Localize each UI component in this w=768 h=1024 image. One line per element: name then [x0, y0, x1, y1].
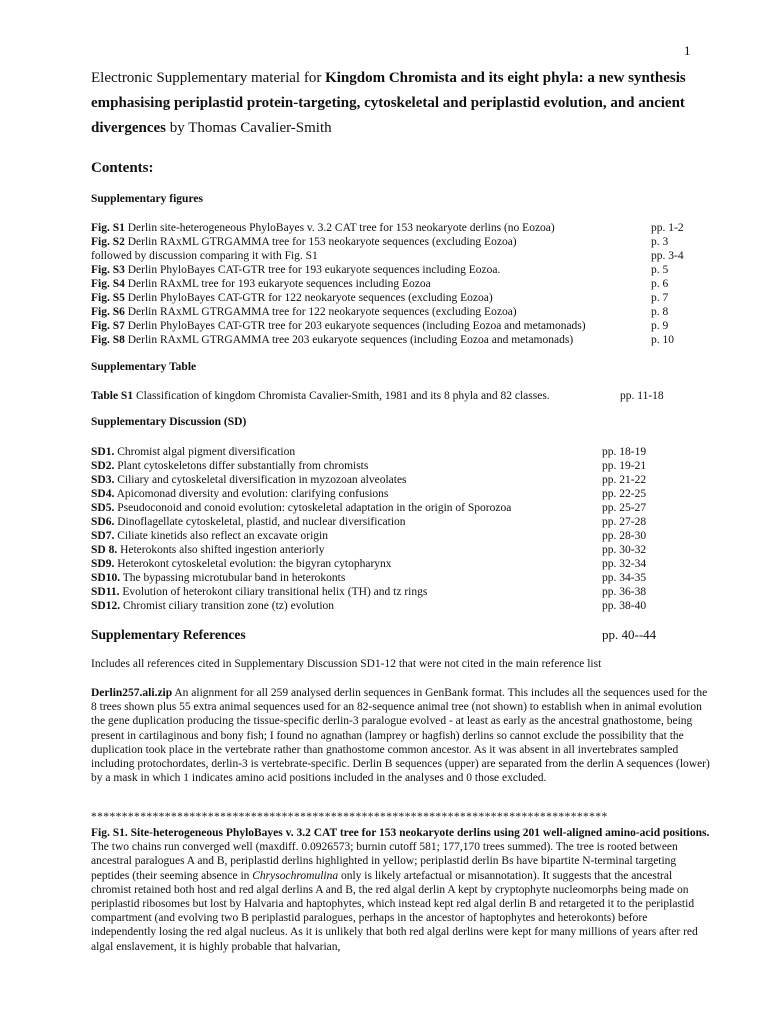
sd-list-pages: pp. 32-34 [602, 558, 647, 570]
sd-list-item: SD10. The bypassing microtubular band in heterokonts [91, 572, 346, 584]
supp-table-heading: Supplementary Table [91, 361, 197, 373]
derlin-alignment-paragraph [91, 686, 713, 785]
sd-list-pages: pp. 18-19 [602, 446, 647, 458]
fig-list-pages: p. 8 [651, 306, 669, 318]
sd-list-pages: pp. 36-38 [602, 586, 647, 598]
fig-list-item: Fig. S7 Derlin PhyloBayes CAT-GTR tree for 203 eukaryote sequences (including Eozoa and metamonads) [91, 320, 586, 332]
fig-list-item: Fig. S8 Derlin RAxML GTRGAMMA tree 203 eukaryote sequences (including Eozoa and metamonads) [91, 334, 574, 346]
sd-list-item: SD2. Plant cytoskeletons differ substantially from chromists [91, 460, 369, 472]
sd-list-pages: pp. 27-28 [602, 516, 647, 528]
fig-list-item: Fig. S1 Derlin site-heterogeneous PhyloBayes v. 3.2 CAT tree for 153 neokaryote derlins (no Eozoa) [91, 222, 555, 234]
document-title [91, 66, 721, 141]
fig-list-pages: p. 3 [651, 236, 669, 248]
fig-s1-caption-text-cont: only is likely artefactual or misannotation). It suggests that the ancestral chromist retained both host and red algal derlins A and B, the red algal derlin A kept by cryptophyte nucleomorphs being made on periplastid ribosomes but lost by Halvaria and haptophytes, which instead kept red algal derlin B and retargeted it to the periplastid compartment (and evolving two B periplastid paralogues, perhaps in the ancestor of haptophytes and heterokonts) before independently losing the red algal nucleus. As it is unlikely that both red algal derlins were kept for many millions of years after red algal enslavement, it is highly probable that halvarian, [91, 869, 698, 953]
derlin-file-text: An alignment for all 259 analysed derlin sequences in GenBank format. This includes all the sequences used for the 8 trees shown plus 55 extra animal sequences used for an 82-sequence animal tree (not shown) to establish when in animal evolution the gene duplication producing the tissue-specific derlin-3 paralogue evolved - at least as early as the ancestral gnathostome, being present in cartilaginous and bony fish; I found no agnathan (lamprey or hagfish) derlins so cannot exclude the possibility that the duplication took place in the vertebrate rather than gnathostome common ancestor. As it was absent in all invertebrates sampled including protochordates, derlin-3 is vertebrate-specific. Derlin B sequences (upper) are separated from the derlin A sequences (lower) by a mask in which 1 indicates amino acid positions included in the analyses and 0 those excluded. [91, 687, 710, 785]
sd-list-pages: pp. 25-27 [602, 502, 647, 514]
supp-discussion-heading: Supplementary Discussion (SD) [91, 416, 247, 428]
fig-list-item: Fig. S2 Derlin RAxML GTRGAMMA tree for 153 neokaryote sequences (excluding Eozoa) [91, 236, 517, 248]
sd-list-pages: pp. 28-30 [602, 530, 647, 542]
fig-s1-caption-text: The two chains run converged well (maxdiff. 0.0926573; burnin cutoff 581; 177,170 trees summed). The tree is rooted between ancestral paralogues A and B, periplastid derlins highlighted in yellow; periplastid derlin Bs have bipartite N-terminal targeting peptides (their seeming absence in [91, 841, 678, 882]
table-list-pages: pp. 11-18 [620, 390, 664, 402]
separator-line: ************************************************************************************ [91, 811, 608, 823]
fig-s1-caption-label: Fig. S1. Site-heterogeneous PhyloBayes v. 3.2 CAT tree for 153 neokaryote derlins using 201 well-aligned amino-acid positions. [91, 827, 710, 839]
sd-list-item: SD9. Heterokont cytoskeletal evolution: the bigyran cytopharynx [91, 558, 392, 570]
supp-references-heading: Supplementary References [91, 627, 246, 642]
table-list-item: Table S1 Classification of kingdom Chromista Cavalier-Smith, 1981 and its 8 phyla and 82 classes. [91, 390, 550, 402]
sd-list-pages: pp. 30-32 [602, 544, 647, 556]
sd-list-pages: pp. 38-40 [602, 600, 647, 612]
fig-list-pages: p. 7 [651, 292, 669, 304]
sd-list-item: SD11. Evolution of heterokont ciliary transitional helix (TH) and tz rings [91, 586, 428, 598]
sd-list-item: SD7. Ciliate kinetids also reflect an excavate origin [91, 530, 328, 542]
fig-list-item: followed by discussion comparing it with Fig. S1 [91, 250, 318, 262]
contents-heading: Contents: [91, 160, 154, 176]
sd-list-item: SD 8. Heterokonts also shifted ingestion anteriorly [91, 544, 325, 556]
sd-list-item: SD6. Dinoflagellate cytoskeletal, plastid, and nuclear diversification [91, 516, 406, 528]
fig-s1-caption-italic: Chrysochromulina [252, 869, 339, 882]
title-bold: Kingdom Chromista and its eight phyla: a new synthesis emphasising periplastid protein-targeting, cytoskeletal and periplastid evolution, and ancient divergences [91, 70, 686, 136]
fig-list-pages: pp. 3-4 [651, 250, 684, 262]
sd-list-pages: pp. 22-25 [602, 488, 647, 500]
sd-list-item: SD4. Apicomonad diversity and evolution: clarifying confusions [91, 488, 389, 500]
fig-list-pages: p. 9 [651, 320, 669, 332]
fig-list-item: Fig. S6 Derlin RAxML GTRGAMMA tree for 122 neokaryote sequences (excluding Eozoa) [91, 306, 517, 318]
supp-references-pages: pp. 40--44 [602, 627, 657, 642]
title-suffix: by Thomas Cavalier-Smith [165, 120, 332, 136]
title-prefix: Electronic Supplementary material for [91, 70, 326, 86]
sd-list-item: SD5. Pseudoconoid and conoid evolution: cytoskeletal adaptation in the origin of Sporozoa [91, 502, 512, 514]
sd-list-item: SD12. Chromist ciliary transition zone (tz) evolution [91, 600, 335, 612]
supp-figures-heading: Supplementary figures [91, 193, 203, 205]
fig-list-pages: pp. 1-2 [651, 222, 684, 234]
fig-list-item: Fig. S3 Derlin PhyloBayes CAT-GTR tree for 193 eukaryote sequences including Eozoa. [91, 264, 501, 276]
references-note: Includes all references cited in Supplementary Discussion SD1-12 that were not cited in the main reference list [91, 658, 602, 670]
derlin-file-label: Derlin257.ali.zip [91, 687, 173, 699]
fig-list-pages: p. 10 [651, 334, 674, 346]
fig-list-item: Fig. S4 Derlin RAxML tree for 193 eukaryote sequences including Eozoa [91, 278, 431, 290]
fig-list-item: Fig. S5 Derlin PhyloBayes CAT-GTR for 122 neokaryote sequences (excluding Eozoa) [91, 292, 493, 304]
fig-list-pages: p. 6 [651, 278, 669, 290]
page-number: 1 [684, 43, 691, 58]
fig-s1-caption [91, 826, 713, 954]
sd-list-pages: pp. 19-21 [602, 460, 647, 472]
sd-list-pages: pp. 21-22 [602, 474, 647, 486]
fig-list-pages: p. 5 [651, 264, 669, 276]
sd-list-item: SD3. Ciliary and cytoskeletal diversification in myzozoan alveolates [91, 474, 407, 486]
sd-list-pages: pp. 34-35 [602, 572, 647, 584]
sd-list-item: SD1. Chromist algal pigment diversification [91, 446, 296, 458]
